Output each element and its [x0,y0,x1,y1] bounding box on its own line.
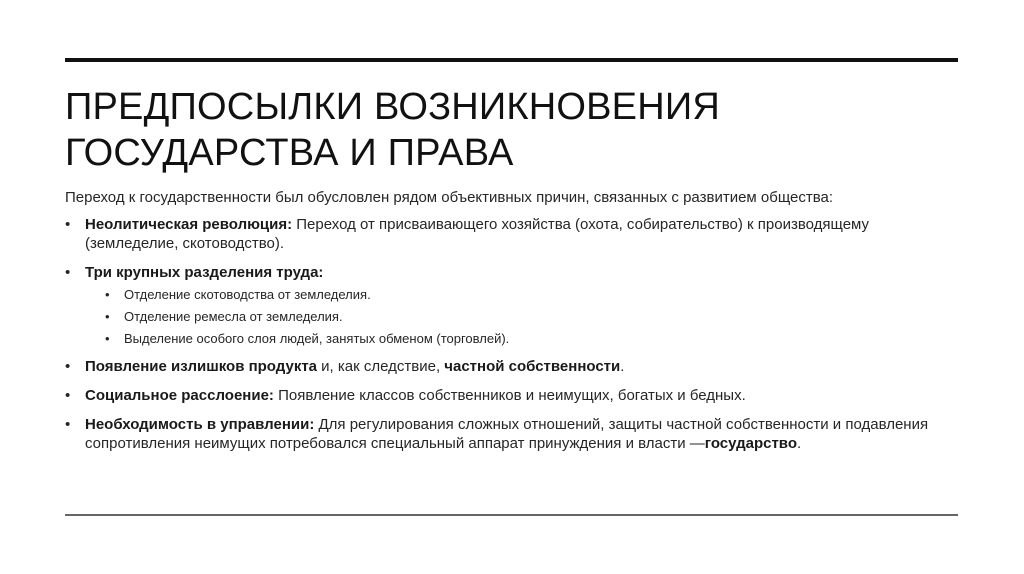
bullet-text: Переход от присваивающего хозяйства (охота, собирательство) к производящему (земледелие, скотоводство). [85,216,870,252]
bullet-emphasis: государство [704,435,797,452]
bullet-heading: Необходимость в управлении: [85,416,315,433]
bullet-list [65,215,945,453]
sub-bullet-item: • Отделение скотоводства от земледелия. [105,286,945,303]
intro-paragraph: Переход к государственности был обусловлен рядом объективных причин, связанных с развитием общества: [65,189,834,206]
slide-title-line-1: ПРЕДПОСЫЛКИ ВОЗНИКНОВЕНИЯ [65,86,721,128]
bullet-text: Появление классов собственников и неимущих, богатых и бедных. [273,387,746,404]
bullet-heading: Три крупных разделения труда: [85,264,324,281]
bullet-social-stratification [65,386,945,405]
bullet-text: Для регулирования сложных отношений, защиты частной собственности и подавления сопротивления неимущих потребовался специальный аппарат принуждения и власти — [85,416,929,452]
bullet-need-for-governance [65,415,945,453]
bullet-text: и, как следствие, [317,358,445,375]
bullet-surplus-product [65,357,945,376]
sub-bullet-item: • Выделение особого слоя людей, занятых обменом (торговлей). [105,330,945,347]
bullet-neolithic-revolution [65,215,945,253]
bullet-emphasis: частной собственности [444,358,621,375]
bottom-divider [65,514,958,516]
bullet-heading: Неолитическая революция: [85,216,293,233]
bullet-division-of-labour [65,263,945,347]
bullet-tail: . [620,358,625,375]
bullet-tail: . [797,435,802,452]
bullet-heading: Появление излишков продукта [85,358,318,375]
sub-bullet-list [85,286,945,347]
slide-body [65,188,945,463]
sub-bullet-item: • Отделение ремесла от земледелия. [105,308,945,325]
slide-title [65,84,945,176]
bullet-heading: Социальное расслоение: [85,387,274,404]
slide-title-line-2: ГОСУДАРСТВА И ПРАВА [65,132,514,174]
top-divider [65,58,958,62]
